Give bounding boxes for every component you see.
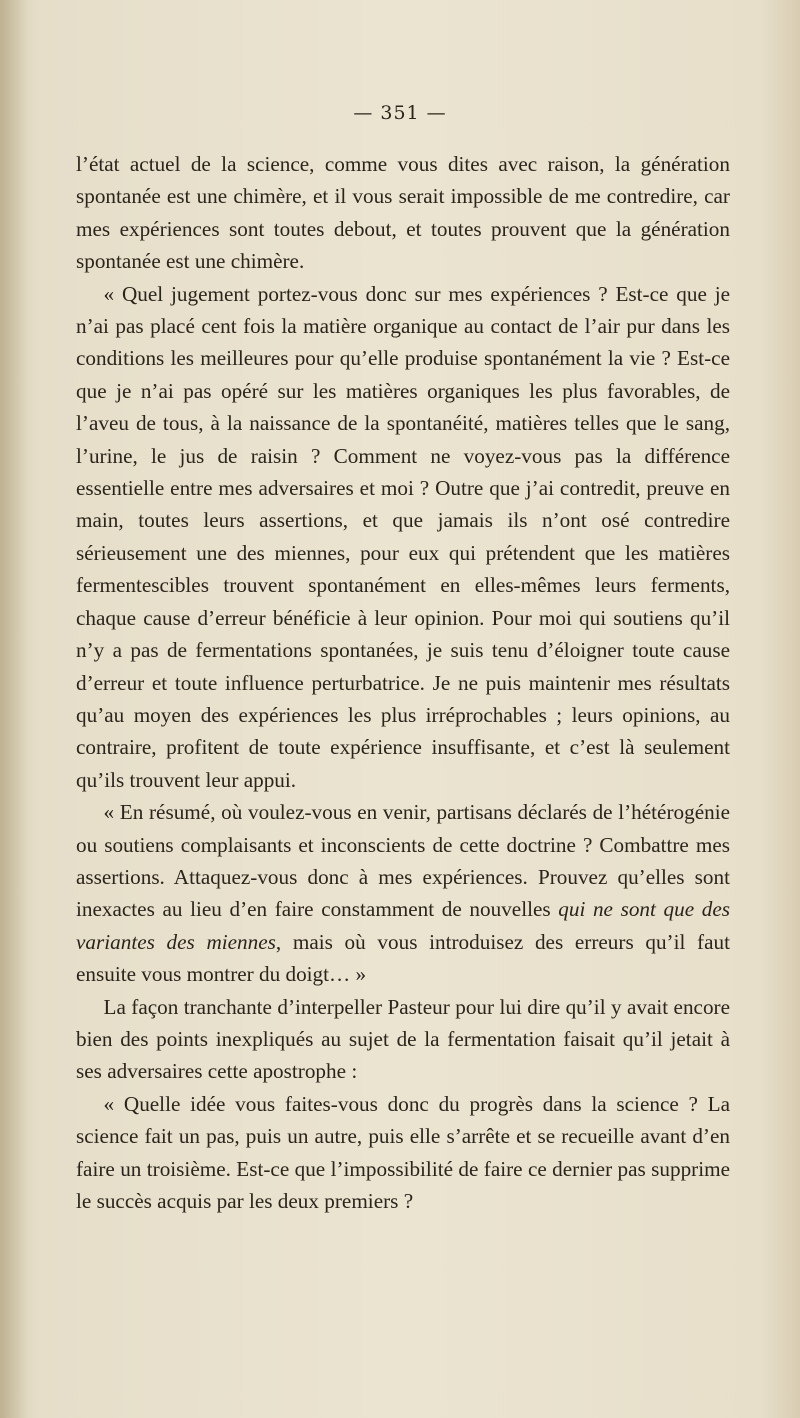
paragraph-3-text-b: , mais où vous introduisez des erreurs qu’il faut ensuite vous montrer du doigt… » bbox=[76, 929, 730, 987]
paragraph-1: l’état actuel de la science, comme vous dites avec raison, la génération spontanée est une chimère, et il vous serait impossible de me contredire, car mes expériences sont toutes debout, et toutes prouvent que la génération spontanée est une chimère. bbox=[76, 152, 730, 274]
page-number: — 351 — bbox=[353, 102, 447, 124]
paragraph-3 bbox=[76, 796, 730, 990]
paragraph-4: La façon tranchante d’interpeller Pasteur pour lui dire qu’il y avait encore bien des points inexpliqués au sujet de la fermentation faisait qu’il jetait à ses adversaires cette apostrophe : bbox=[76, 994, 730, 1084]
paragraph-3-italic: qui ne sont que des variantes des miennes bbox=[76, 897, 730, 954]
page-fold-shadow bbox=[0, 0, 28, 1418]
body-text bbox=[76, 148, 730, 1217]
paragraph-2: « Quel jugement portez-vous donc sur mes expériences ? Est-ce que je n’ai pas placé cent fois la matière organique au contact de l’air pur dans les conditions les meilleures pour qu’elle produise spontanément la vie ? Est-ce que je n’ai pas opéré sur les matières organiques les plus favorables, de l’aveu de tous, à la naissance de la spontanéité, matières telles que le sang, l’urine, le jus de raisin ? Comment ne voyez-vous pas la différence essentielle entre mes adversaires et moi ? Outre que j’ai contredit, preuve en main, toutes leurs assertions, et que jamais ils n’ont osé contredire sérieusement une des miennes, pour eux qui prétendent que les matières fermentescibles trouvent spontanément en elles-mêmes leurs ferments, chaque cause d’erreur bénéficie à leur opinion. Pour moi qui soutiens qu’il n’y a pas de fermentations spontanées, je suis tenu d’éloigner toute cause d’erreur et toute influence perturbatrice. Je ne puis maintenir mes résultats qu’au moyen des expériences les plus irréprochables ; leurs opinions, au contraire, profitent de toute expérience insuffisante, et c’est là seulement qu’ils trouvent leur appui. bbox=[76, 281, 730, 792]
paragraph-3-text-a: « En résumé, où voulez-vous en venir, partisans déclarés de l’hétérogénie ou soutiens complaisants et inconscients de cette doctrine ? Combattre mes assertions. Attaquez-vous donc à mes expériences. Prouvez qu’elles sont inexactes au lieu d’en faire constamment de nouvelles bbox=[76, 800, 730, 922]
paragraph-5: « Quelle idée vous faites-vous donc du progrès dans la science ? La science fait un pas, puis un autre, puis elle s’arrête et se recueille avant d’en faire un troisième. Est-ce que l’impossibilité de faire ce dernier pas supprime le succès acquis par les deux premiers ? bbox=[76, 1091, 730, 1213]
